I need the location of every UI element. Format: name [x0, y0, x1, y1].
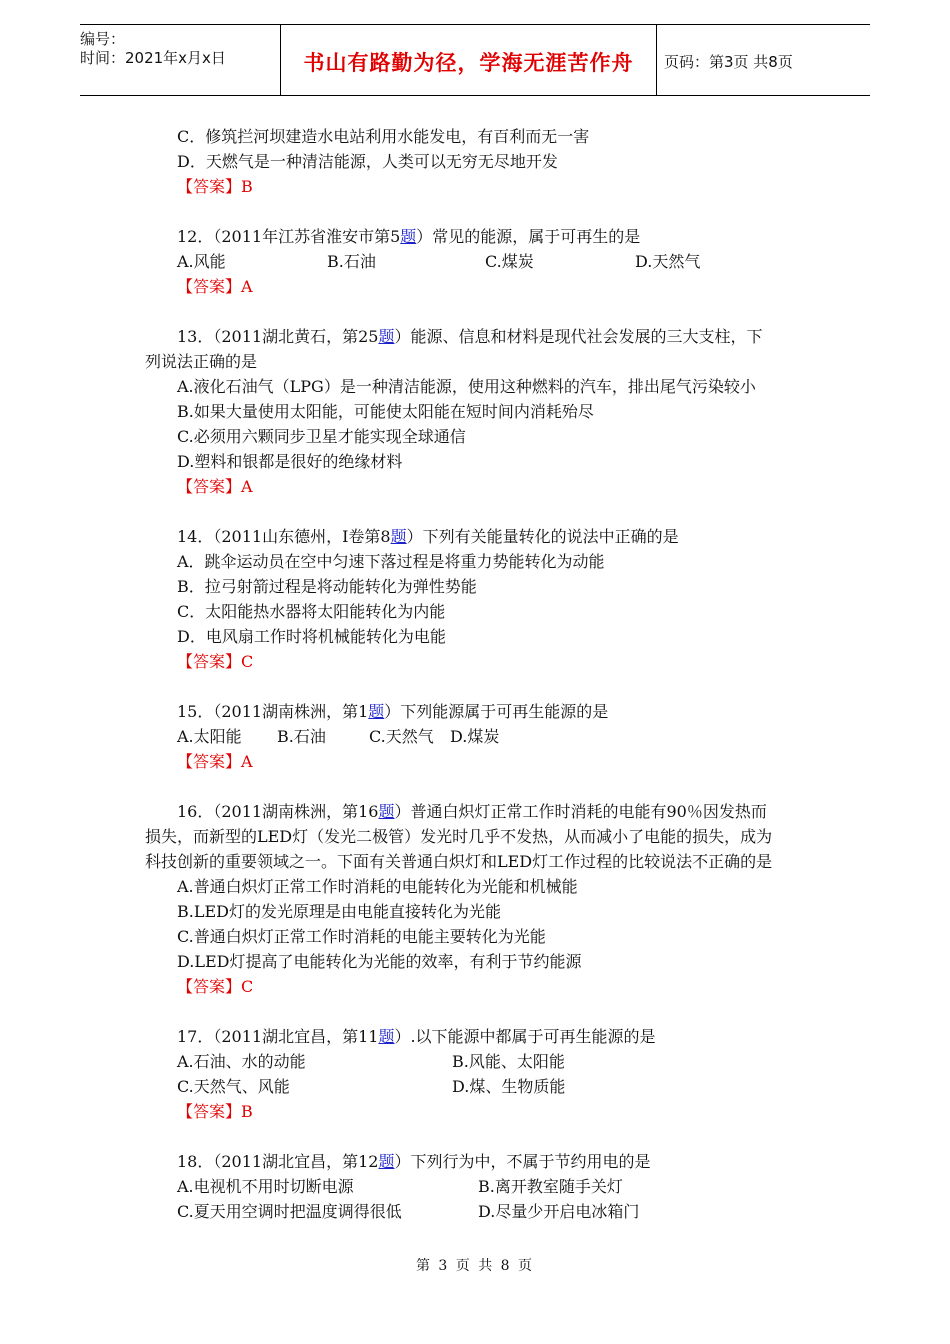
q17-answer: 【答案】B — [177, 1102, 253, 1121]
q18-option-b: B.离开教室随手关灯 — [478, 1177, 623, 1196]
q14-link[interactable]: 题 — [390, 527, 407, 546]
q17-options-row1 — [177, 1049, 817, 1074]
q15-link[interactable]: 题 — [368, 702, 385, 721]
q14-option-b: B．拉弓射箭过程是将动能转化为弹性势能 — [177, 577, 477, 596]
q16-link[interactable]: 题 — [378, 802, 395, 821]
q16-stem-cont-1: 损失，而新型的LED灯（发光二极管）发光时几乎不发热，从而减小了电能的损失，成为 — [145, 827, 773, 846]
q14-option-c: C．太阳能热水器将太阳能转化为内能 — [177, 602, 446, 621]
q18-options-row1 — [177, 1174, 817, 1199]
q13-option-d: D.塑料和银都是很好的绝缘材料 — [177, 452, 403, 471]
q17-option-a: A.石油、水的动能 — [177, 1052, 306, 1071]
q16-option-b: B.LED灯的发光原理是由电能直接转化为光能 — [177, 902, 501, 921]
q12-option-b: B.石油 — [327, 252, 376, 271]
q12-link[interactable]: 题 — [400, 227, 417, 246]
q18-option-c: C.夏天用空调时把温度调得很低 — [177, 1202, 402, 1221]
q12-stem: 12．（2011年江苏省淮安市第5题）常见的能源，属于可再生的是 — [177, 227, 641, 246]
q16-option-a: A.普通白炽灯正常工作时消耗的电能转化为光能和机械能 — [177, 877, 578, 896]
q15-option-a: A.太阳能 — [177, 727, 242, 746]
q15-option-c: C.天然气 — [369, 727, 434, 746]
q11-option-d: D．天燃气是一种清洁能源，人类可以无穷无尽地开发 — [177, 152, 558, 171]
q14-answer: 【答案】C — [177, 652, 254, 671]
q15-answer: 【答案】A — [177, 752, 253, 771]
q18-option-d: D.尽量少开启电冰箱门 — [478, 1202, 640, 1221]
header-meta — [80, 25, 280, 100]
q13-option-c: C.必须用六颗同步卫星才能实现全球通信 — [177, 427, 466, 446]
q14-stem: 14．（2011山东德州，I卷第8题）下列有关能量转化的说法中正确的是 — [177, 527, 679, 546]
q15-options — [177, 724, 817, 749]
q18-option-a: A.电视机不用时切断电源 — [177, 1177, 354, 1196]
q17-stem: 17．（2011湖北宜昌，第11题）.以下能源中都属于可再生能源的是 — [177, 1027, 656, 1046]
q16-stem: 16．（2011湖南株洲，第16题）普通白炽灯正常工作时消耗的电能有90％因发热而 — [177, 802, 767, 821]
number-label: 编号： — [80, 30, 126, 48]
q12-option-d: D.天然气 — [635, 252, 701, 271]
q18-stem: 18．（2011湖北宜昌，第12题）下列行为中，不属于节约用电的是 — [177, 1152, 651, 1171]
q15-option-b: B.石油 — [277, 727, 326, 746]
q13-option-b: B.如果大量使用太阳能，可能使太阳能在短时间内消耗殆尽 — [177, 402, 594, 421]
page-footer: 第 3 页 共 8 页 — [415, 1258, 535, 1274]
q13-answer: 【答案】A — [177, 477, 253, 496]
q14-option-d: D．电风扇工作时将机械能转化为电能 — [177, 627, 446, 646]
q17-options-row2 — [177, 1074, 817, 1099]
q12-answer: 【答案】A — [177, 277, 253, 296]
header-page-cell — [656, 25, 870, 95]
header-motto: 书山有路勤为径，学海无涯苦作舟 — [303, 51, 634, 75]
header-page-info: 页码：第3页 共8页 — [664, 53, 793, 71]
q12-option-a: A.风能 — [177, 252, 226, 271]
page-header — [80, 24, 870, 96]
q16-option-d: D.LED灯提高了电能转化为光能的效率，有利于节约能源 — [177, 952, 582, 971]
q13-stem: 13．（2011湖北黄石，第25题）能源、信息和材料是现代社会发展的三大支柱，下 — [177, 327, 763, 346]
q16-stem-cont-2: 科技创新的重要领域之一。下面有关普通白炽灯和LED灯工作过程的比较说法不正确的是 — [145, 852, 773, 871]
q13-option-a: A.液化石油气（LPG）是一种清洁能源，使用这种燃料的汽车，排出尾气污染较小 — [177, 377, 756, 396]
q18-options-row2 — [177, 1199, 817, 1224]
header-motto-cell — [280, 25, 657, 95]
q15-option-d: D.煤炭 — [450, 727, 500, 746]
q12-options — [177, 249, 817, 274]
time-label: 时间：2021年x月x日 — [80, 49, 226, 67]
q11-option-c: C．修筑拦河坝建造水电站利用水能发电，有百利而无一害 — [177, 127, 590, 146]
q12-option-c: C.煤炭 — [485, 252, 534, 271]
q17-option-d: D.煤、生物质能 — [452, 1077, 566, 1096]
q16-option-c: C.普通白炽灯正常工作时消耗的电能主要转化为光能 — [177, 927, 546, 946]
q16-answer: 【答案】C — [177, 977, 254, 996]
q18-link[interactable]: 题 — [378, 1152, 395, 1171]
q14-option-a: A．跳伞运动员在空中匀速下落过程是将重力势能转化为动能 — [177, 552, 605, 571]
q17-option-c: C.天然气、风能 — [177, 1077, 290, 1096]
document-body — [145, 124, 817, 1224]
q17-option-b: B.风能、太阳能 — [452, 1052, 565, 1071]
q11-answer: 【答案】B — [177, 177, 253, 196]
q17-link[interactable]: 题 — [378, 1027, 395, 1046]
q13-link[interactable]: 题 — [378, 327, 395, 346]
q13-stem-cont: 列说法正确的是 — [145, 352, 258, 371]
q15-stem: 15．（2011湖南株洲，第1题）下列能源属于可再生能源的是 — [177, 702, 609, 721]
